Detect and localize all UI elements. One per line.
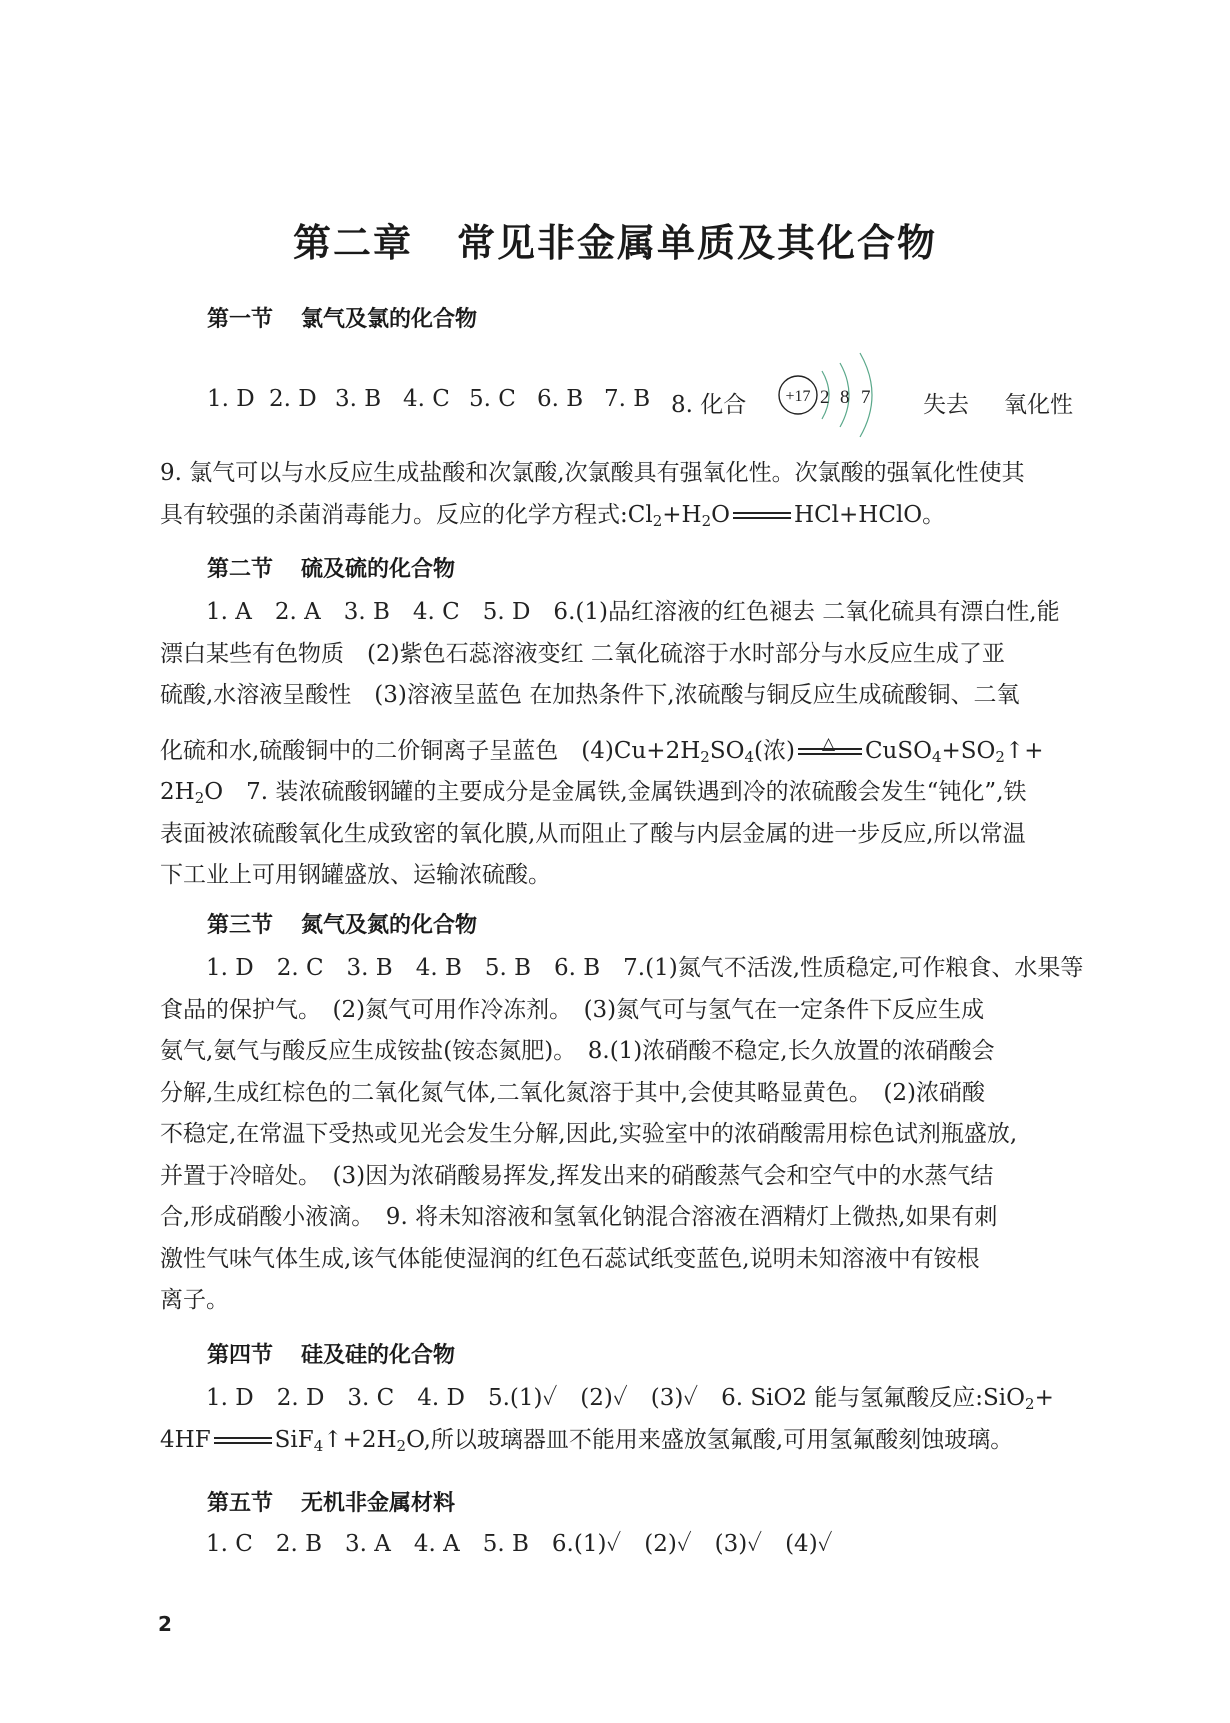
text-line: 合,形成硝酸小液滴。 9. 将未知溶液和氢氧化钠混合溶液在酒精灯上微热,如果有刺 xyxy=(160,1204,998,1230)
chapter-number: 第二章 xyxy=(292,221,413,265)
section-number: 第一节 xyxy=(207,307,274,332)
answer-item: 2. D xyxy=(269,386,317,412)
subscript: 4 xyxy=(313,1436,324,1455)
heating-equals-sign xyxy=(798,734,862,755)
shell-electron-count: 8 xyxy=(840,387,850,408)
section-number: 第四节 xyxy=(207,1343,274,1368)
shell-electron-count: 2 xyxy=(820,387,830,408)
section-title: 无机非金属材料 xyxy=(301,1491,456,1516)
text-line xyxy=(160,495,1084,537)
section-3-body xyxy=(160,948,1084,1322)
text-span: SO xyxy=(709,737,745,764)
section-5-heading xyxy=(207,1486,455,1517)
section-number: 第三节 xyxy=(207,913,274,938)
text-span: 1. A 2. A 3. B 4. C 5. D 6.(1)品红溶液的红色褪去 二氧化硫具有漂白性,能 xyxy=(206,599,1060,625)
page-number: 2 xyxy=(158,1612,172,1636)
text-span: +SO xyxy=(941,737,996,764)
chapter-title xyxy=(0,212,1230,267)
answer-item: 氧化性 xyxy=(1004,392,1073,418)
text-line xyxy=(160,1420,1084,1462)
nucleus-charge: +17 xyxy=(785,388,811,405)
text-span: 具有较强的杀菌消毒能力。反应的化学方程式: xyxy=(160,501,628,528)
text-line: 硫酸,水溶液呈酸性 (3)溶液呈蓝色 在加热条件下,浓硫酸与铜反应生成硫酸铜、二氧 xyxy=(160,682,1020,708)
text-line: 分解,生成红棕色的二氧化氮气体,二氧化氮溶于其中,会使其略显黄色。 (2)浓硝酸 xyxy=(160,1079,986,1106)
atom-structure-diagram xyxy=(776,345,906,445)
subscript: 2 xyxy=(700,747,710,766)
subscript: 4 xyxy=(744,747,754,766)
text-span: ↑+ xyxy=(1004,737,1044,764)
text-line xyxy=(160,772,1084,814)
section-4-body xyxy=(160,1378,1084,1461)
text-span: 4HF xyxy=(160,1426,211,1453)
answer-item: 8. 化合 xyxy=(671,392,747,418)
subscript: 2 xyxy=(652,511,663,530)
section-1-heading xyxy=(207,302,477,333)
text-span: 1. D 2. C 3. B 4. B 5. B 6. B 7.(1)氮气不活泼,性质稳定,可作粮食、水果等 xyxy=(206,955,1084,981)
text-line: 激性气味气体生成,该气体能使湿润的红色石蕊试纸变蓝色,说明未知溶液中有铵根 xyxy=(160,1245,980,1272)
subscript: 2 xyxy=(396,1436,407,1455)
section-title: 氮气及氮的化合物 xyxy=(301,913,478,938)
text-line: 氨气,氨气与酸反应生成铵盐(铵态氮肥)。 8.(1)浓硝酸不稳定,长久放置的浓硝酸会 xyxy=(160,1038,995,1064)
text-span: +H xyxy=(662,501,702,528)
shell-electron-count: 7 xyxy=(861,387,871,408)
text-line xyxy=(160,1378,1084,1420)
section-number: 第五节 xyxy=(207,1491,274,1516)
chapter-name: 常见非金属单质及其化合物 xyxy=(457,221,938,265)
text-span: 化硫和水,硫酸铜中的二价铜离子呈蓝色 (4)Cu+2H xyxy=(160,737,701,764)
text-span: 1. C 2. B 3. A 4. A 5. B 6.(1)✓ (2)✓ (3)✓ (4)✓ xyxy=(206,1531,833,1557)
text-line: 表面被浓硫酸氧化生成致密的氧化膜,从而阻止了酸与内层金属的进一步反应,所以常温 xyxy=(160,820,1026,847)
section-5-body xyxy=(160,1524,1084,1566)
text-span: ↑+2H xyxy=(323,1426,397,1453)
text-span: (浓) xyxy=(753,737,795,764)
answer-item: 6. B xyxy=(537,386,584,412)
section-1-q9 xyxy=(160,453,1084,536)
section-1-answers xyxy=(207,372,1087,422)
text-span: 2H xyxy=(160,779,195,805)
text-span: O,所以玻璃器皿不能用来盛放氢氟酸,可用氢氟酸刻蚀玻璃。 xyxy=(406,1426,1014,1453)
text-line: 离子。 xyxy=(160,1287,229,1313)
subscript: 4 xyxy=(931,747,942,766)
section-4-heading xyxy=(207,1338,455,1369)
text-line: 漂白某些有色物质 (2)紫色石蕊溶液变红 二氧化硫溶于水时部分与水反应生成了亚 xyxy=(160,640,1005,667)
answer-item: 1. D xyxy=(207,386,255,412)
section-title: 硫及硫的化合物 xyxy=(301,557,456,582)
subscript: 2 xyxy=(1025,1395,1035,1413)
text-line: 不稳定,在常温下受热或见光会发生分解,因此,实验室中的浓硝酸需用棕色试剂瓶盛放, xyxy=(160,1121,1018,1147)
text-line: 下工业上可用钢罐盛放、运输浓硫酸。 xyxy=(160,862,551,888)
section-title: 硅及硅的化合物 xyxy=(301,1343,456,1368)
text-line xyxy=(160,948,1084,990)
section-3-heading xyxy=(207,908,477,939)
text-line xyxy=(160,731,1084,773)
section-2-heading xyxy=(207,552,455,583)
subscript: 2 xyxy=(995,747,1005,766)
text-span: 1. D 2. D 3. C 4. D 5.(1)✓ (2)✓ (3)✓ 6. SiO2 能与氢氟酸反应:SiO xyxy=(206,1385,1026,1411)
section-title: 氯气及氯的化合物 xyxy=(301,307,478,332)
text-span: SiF xyxy=(274,1426,314,1453)
section-number: 第二节 xyxy=(207,557,274,582)
text-span: CuSO xyxy=(864,737,932,764)
equals-sign xyxy=(733,512,791,519)
text-span: 。 xyxy=(922,501,946,528)
answer-item: 7. B xyxy=(604,386,651,412)
equals-sign xyxy=(214,1437,272,1444)
text-line xyxy=(160,592,1084,634)
answer-item: 5. C xyxy=(469,386,516,412)
text-span: Cl xyxy=(627,501,653,528)
text-span: HCl+HClO xyxy=(794,501,923,528)
heat-symbol: △ xyxy=(821,734,836,754)
answer-item: 4. C xyxy=(403,386,450,412)
answer-item: 3. B xyxy=(335,386,382,412)
subscript: 2 xyxy=(701,511,712,530)
text-line: 9. 氯气可以与水反应生成盐酸和次氯酸,次氯酸具有强氧化性。次氯酸的强氧化性使其 xyxy=(160,460,1025,486)
text-line: 并置于冷暗处。 (3)因为浓硝酸易挥发,挥发出来的硝酸蒸气会和空气中的水蒸气结 xyxy=(160,1162,994,1189)
text-span: O xyxy=(711,501,731,528)
text-span: + xyxy=(1034,1385,1054,1411)
text-line xyxy=(160,1524,1084,1566)
text-span: O 7. 装浓硫酸钢罐的主要成分是金属铁,金属铁遇到冷的浓硫酸会发生“钝化”,铁 xyxy=(204,779,1027,805)
section-2-body xyxy=(160,592,1084,897)
subscript: 2 xyxy=(194,789,205,807)
text-line: 食品的保护气。 (2)氮气可用作冷冻剂。 (3)氮气可与氢气在一定条件下反应生成 xyxy=(160,996,985,1023)
answer-item: 失去 xyxy=(923,392,969,418)
